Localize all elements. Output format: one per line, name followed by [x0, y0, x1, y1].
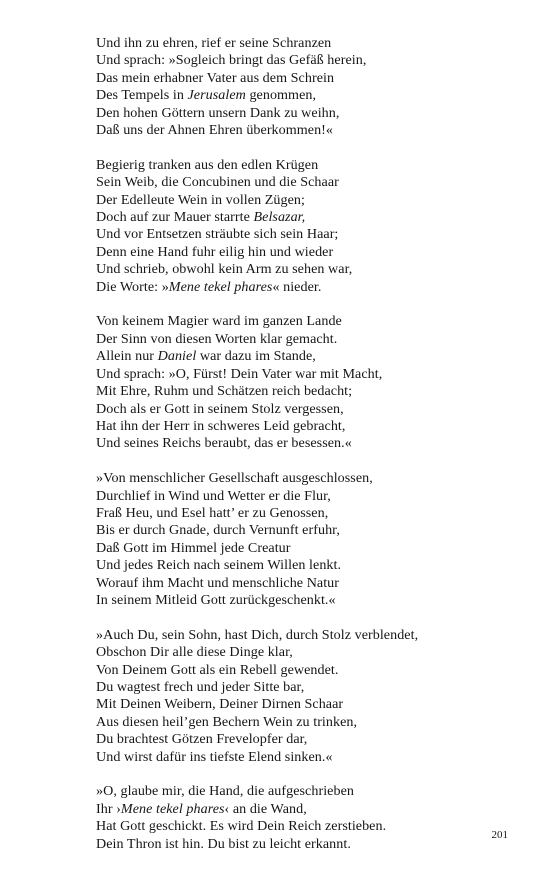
verse-line: [96, 818, 536, 835]
verse-line: [96, 261, 536, 278]
verse-text: Und vor Entsetzen sträubte sich sein Haar;: [96, 226, 339, 243]
page-number: 201: [491, 829, 508, 841]
verse-line: [96, 279, 536, 296]
verse-line: [96, 331, 536, 348]
stanza: [96, 313, 536, 452]
stanza: [96, 157, 536, 296]
verse-line: [96, 522, 536, 539]
verse-text: »Auch Du, sein Sohn, hast Dich, durch Stolz verblendet,: [96, 626, 419, 643]
verse-line: [96, 836, 536, 853]
verse-line: [96, 470, 536, 487]
verse-text: Obschon Dir alle diese Dinge klar,: [96, 644, 293, 661]
verse-line: [96, 366, 536, 383]
verse-text: Und wirst dafür ins tiefste Elend sinken.«: [96, 748, 333, 765]
verse-text: »O, glaube mir, die Hand, die aufgeschrieben: [96, 783, 354, 800]
verse-text: Fraß Heu, und Esel hatt’ er zu Genossen,: [96, 504, 329, 521]
verse-line: [96, 575, 536, 592]
verse-line: [96, 662, 536, 679]
verse-line: [96, 557, 536, 574]
verse-line: [96, 244, 536, 261]
verse-text: Hat ihn der Herr in schweres Leid gebracht,: [96, 417, 346, 434]
verse-line: [96, 383, 536, 400]
verse-line: [96, 540, 536, 557]
verse-text: Daß uns der Ahnen Ehren überkommen!«: [96, 122, 334, 139]
verse-text: Und schrieb, obwohl kein Arm zu sehen war,: [96, 261, 353, 278]
verse-text: Doch als er Gott in seinem Stolz vergessen,: [96, 400, 344, 417]
verse-line: [96, 401, 536, 418]
verse-text: genommen,: [245, 87, 317, 104]
verse-line: [96, 226, 536, 243]
verse-line: [96, 644, 536, 661]
verse-line: [96, 174, 536, 191]
verse-line: [96, 418, 536, 435]
verse-italic-text: Mene tekel phares: [120, 800, 225, 817]
poem-text: [96, 35, 536, 870]
verse-text: In seinem Mitleid Gott zurückgeschenkt.«: [96, 591, 336, 608]
verse-line: [96, 157, 536, 174]
verse-line: [96, 192, 536, 209]
verse-italic-text: Jerusalem: [187, 87, 246, 104]
verse-line: [96, 313, 536, 330]
verse-text: Und seines Reichs beraubt, das er besessen.«: [96, 435, 352, 452]
stanza: [96, 627, 536, 766]
verse-line: [96, 52, 536, 69]
verse-text: Mit Deinen Weibern, Deiner Dirnen Schaar: [96, 696, 344, 713]
verse-text: Das mein erhabner Vater aus dem Schrein: [96, 69, 335, 86]
verse-line: [96, 505, 536, 522]
stanza: [96, 470, 536, 609]
verse-text: war dazu im Stande,: [196, 348, 316, 365]
verse-line: [96, 731, 536, 748]
verse-line: [96, 488, 536, 505]
verse-line: [96, 696, 536, 713]
verse-text: Die Worte: »: [96, 278, 169, 295]
verse-text: Mit Ehre, Ruhm und Schätzen reich bedacht;: [96, 383, 353, 400]
verse-italic-text: Daniel: [157, 348, 197, 365]
verse-line: [96, 783, 536, 800]
verse-line: [96, 209, 536, 226]
verse-line: [96, 435, 536, 452]
verse-text: Von keinem Magier ward im ganzen Lande: [96, 313, 342, 330]
verse-line: [96, 122, 536, 139]
verse-text: Doch auf zur Mauer starrte: [96, 209, 254, 226]
verse-text: Du wagtest frech und jeder Sitte bar,: [96, 678, 305, 695]
verse-italic-text: Belsazar,: [253, 209, 306, 226]
verse-text: Allein nur: [96, 348, 158, 365]
verse-text: Von Deinem Gott als ein Rebell gewendet.: [96, 661, 339, 678]
verse-text: Und sprach: »O, Fürst! Dein Vater war mit Macht,: [96, 365, 383, 382]
verse-text: Durchlief in Wind und Wetter er die Flur,: [96, 487, 331, 504]
verse-text: »Von menschlicher Gesellschaft ausgeschlossen,: [96, 470, 373, 487]
verse-text: Hat Gott geschickt. Es wird Dein Reich zerstieben.: [96, 818, 387, 835]
verse-text: Und ihn zu ehren, rief er seine Schranzen: [96, 35, 332, 51]
stanza: [96, 35, 536, 139]
verse-text: Worauf ihm Macht und menschliche Natur: [96, 574, 340, 591]
verse-text: « nieder.: [272, 278, 322, 295]
verse-text: Der Edelleute Wein in vollen Zügen;: [96, 191, 305, 208]
stanza: [96, 783, 536, 853]
verse-line: [96, 749, 536, 766]
verse-text: Und sprach: »Sogleich bringt das Gefäß herein,: [96, 52, 367, 69]
verse-text: Dein Thron ist hin. Du bist zu leicht erkannt.: [96, 835, 351, 852]
verse-text: Begierig tranken aus den edlen Krügen: [96, 156, 319, 173]
verse-text: Den hohen Göttern unsern Dank zu weihn,: [96, 104, 340, 121]
verse-italic-text: Mene tekel phares: [168, 278, 273, 295]
verse-line: [96, 70, 536, 87]
verse-line: [96, 592, 536, 609]
verse-line: [96, 105, 536, 122]
verse-text: Der Sinn von diesen Worten klar gemacht.: [96, 330, 338, 347]
verse-line: [96, 627, 536, 644]
verse-line: [96, 714, 536, 731]
verse-text: Aus diesen heil’gen Bechern Wein zu trinken,: [96, 713, 358, 730]
verse-text: Ihr ›: [96, 800, 121, 817]
verse-line: [96, 87, 536, 104]
verse-line: [96, 801, 536, 818]
verse-text: ‹ an die Wand,: [224, 800, 307, 817]
verse-text: Bis er durch Gnade, durch Vernunft erfuhr,: [96, 522, 340, 539]
verse-line: [96, 35, 536, 52]
verse-text: Und jedes Reich nach seinem Willen lenkt.: [96, 557, 342, 574]
verse-text: Des Tempels in: [96, 87, 188, 104]
verse-text: Du brachtest Götzen Frevelopfer dar,: [96, 731, 308, 748]
verse-text: Denn eine Hand fuhr eilig hin und wieder: [96, 243, 334, 260]
verse-text: Daß Gott im Himmel jede Creatur: [96, 539, 291, 556]
verse-line: [96, 348, 536, 365]
verse-line: [96, 679, 536, 696]
verse-text: Sein Weib, die Concubinen und die Schaar: [96, 174, 339, 191]
